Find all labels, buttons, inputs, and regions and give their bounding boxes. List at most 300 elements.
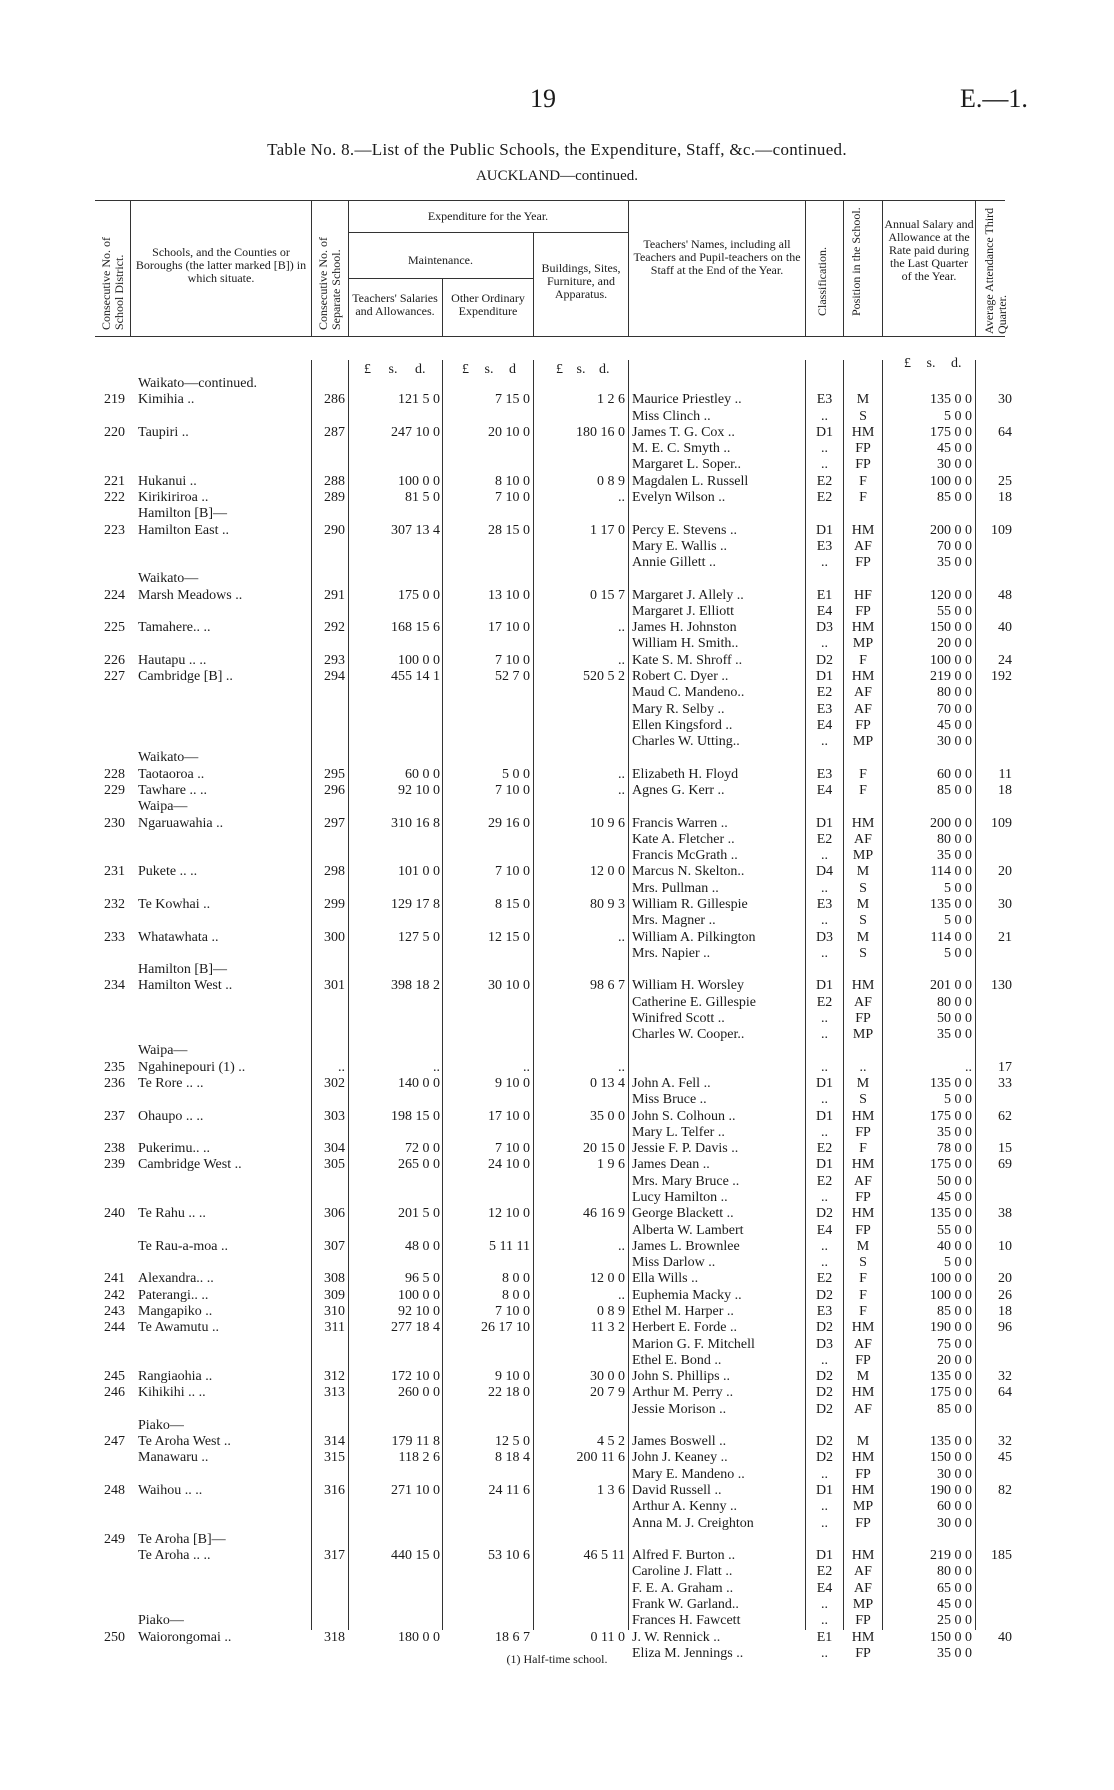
col-sep-7 (805, 200, 806, 336)
cell-att: 185 (991, 1548, 1012, 1564)
cell-oth: 7 10 0 (495, 1303, 530, 1319)
cell-ann: 190 0 0 (930, 1320, 972, 1336)
cell-ann: 114 0 0 (930, 929, 972, 945)
cell-teacher: Euphemia Macky .. (632, 1287, 742, 1303)
cell-pos: F (859, 489, 867, 505)
cell-pos: AF (854, 701, 872, 717)
cell-ann: 45 0 0 (937, 717, 972, 733)
cell-sal: 118 2 6 (398, 1450, 440, 1466)
cell-pos: AF (854, 685, 872, 701)
cell-ann: 175 0 0 (930, 424, 972, 440)
cell-school: Waihou .. .. (138, 1483, 203, 1499)
cell-cls: .. (821, 848, 828, 864)
cell-sep: 290 (324, 522, 345, 538)
cell-dist: 236 (104, 1076, 125, 1092)
cell-pos: AF (854, 994, 872, 1010)
cell-cls: .. (821, 1027, 828, 1043)
cell-ann: 80 0 0 (937, 685, 972, 701)
cell-ann: 219 0 0 (930, 1548, 972, 1564)
cell-teacher: Alberta W. Lambert (632, 1222, 744, 1238)
cell-cls: .. (821, 1613, 828, 1629)
cell-sep: 317 (324, 1548, 345, 1564)
cell-cls: D2 (815, 1369, 834, 1385)
header-maintenance: Maintenance. (408, 253, 473, 267)
body-sep-8 (882, 360, 883, 1630)
cell-pos: HM (851, 1483, 875, 1499)
cell-dist: 246 (104, 1385, 125, 1401)
cell-bld: .. (618, 620, 625, 636)
cell-school: Tawhare .. .. (138, 783, 207, 798)
cell-pos: S (859, 913, 867, 929)
cell-bld: 0 13 4 (590, 1076, 625, 1092)
cell-dist: 240 (104, 1206, 125, 1222)
cell-pos: F (859, 1287, 867, 1303)
header-buildings: Buildings, Sites, Furniture, and Apparatus. (541, 261, 621, 301)
cell-dist: 245 (104, 1369, 125, 1385)
cell-school: Te Awamutu .. (138, 1320, 219, 1336)
cell-teacher: William H. Smith.. (632, 636, 739, 652)
cell-oth: 17 10 0 (488, 620, 530, 636)
cell-bld: .. (618, 489, 625, 505)
cell-cls: .. (821, 1190, 828, 1205)
cell-cls: .. (821, 1352, 828, 1368)
cell-cls: E2 (816, 994, 833, 1010)
cell-dist: 239 (104, 1157, 125, 1173)
cell-bld: 0 11 0 (590, 1629, 625, 1645)
cell-school: Te Aroha West .. (138, 1434, 231, 1450)
cell-pos: S (859, 945, 867, 961)
cell-sep: 287 (324, 424, 345, 440)
cell-school: Waikato— (138, 750, 199, 766)
cell-bld: 12 0 0 (590, 864, 625, 880)
cell-teacher: James T. G. Cox .. (632, 424, 735, 440)
cell-school: Hamilton [B]— (138, 506, 228, 522)
cell-sep: 302 (324, 1076, 345, 1092)
cell-ann: 45 0 0 (937, 441, 972, 457)
cell-cls: E3 (816, 896, 833, 912)
cell-pos: S (859, 408, 867, 424)
cell-teacher: Mary E. Mandeno .. (632, 1466, 745, 1482)
cell-sal: 100 0 0 (398, 652, 440, 668)
cell-sep: .. (338, 1059, 345, 1075)
cell-att: 11 (998, 766, 1012, 782)
cell-teacher: Kate A. Fletcher .. (632, 831, 735, 847)
cell-pos: HF (854, 587, 872, 603)
cell-sal: 127 5 0 (398, 929, 440, 945)
cell-sal: 100 0 0 (398, 473, 440, 489)
cell-att: 32 (998, 1369, 1012, 1385)
header-teachers: Teachers' Names, including all Teachers and Pupil-teachers on the Staff at the End of the Year. (633, 237, 801, 277)
cell-cls: .. (821, 913, 828, 929)
cell-pos: F (859, 1271, 867, 1287)
cell-pos: HM (851, 424, 875, 440)
cell-sep: 316 (324, 1483, 345, 1499)
cell-school: Hamilton East .. (138, 522, 229, 538)
cell-ann: 135 0 0 (930, 1076, 972, 1092)
cell-sal: 121 5 0 (398, 392, 440, 408)
cell-teacher: William H. Worsley (632, 978, 744, 994)
cell-sal: 175 0 0 (398, 587, 440, 603)
cell-sal: 179 11 8 (391, 1434, 440, 1450)
cell-sep: 293 (324, 652, 345, 668)
cell-pos: F (859, 652, 867, 668)
cell-pos: HM (851, 1108, 875, 1124)
cell-school: Kihikihi .. .. (138, 1385, 206, 1401)
cell-cls: .. (821, 1010, 828, 1026)
cell-ann: 120 0 0 (930, 587, 972, 603)
cell-school: Tamahere.. .. (138, 620, 211, 636)
cell-sep: 311 (324, 1320, 345, 1336)
cell-cls: .. (821, 1499, 828, 1515)
cell-teacher: Ethel E. Bond .. (632, 1352, 722, 1368)
cell-cls: E4 (816, 783, 833, 798)
cell-cls: D3 (815, 1336, 834, 1352)
cell-bld: .. (618, 929, 625, 945)
cell-att: 18 (998, 783, 1012, 798)
cell-sal: 180 0 0 (398, 1629, 440, 1645)
cell-att: 38 (998, 1206, 1012, 1222)
cell-sal: 172 10 0 (391, 1369, 440, 1385)
cell-bld: 11 3 2 (590, 1320, 625, 1336)
cell-cls: E3 (816, 766, 833, 782)
cell-ann: 150 0 0 (930, 620, 972, 636)
cell-teacher: Elizabeth H. Floyd (632, 766, 739, 782)
cell-teacher: Mary E. Wallis .. (632, 538, 728, 554)
cell-pos: M (856, 929, 870, 945)
cell-pos: FP (855, 717, 871, 733)
cell-att: 25 (998, 473, 1012, 489)
cell-sep: 300 (324, 929, 345, 945)
cell-teacher: James Boswell .. (632, 1434, 727, 1450)
body-sep-5 (628, 360, 629, 1630)
expenditure-rule (348, 232, 628, 233)
cell-pos: M (856, 1434, 870, 1450)
cell-school: Rangiaohia .. (138, 1369, 213, 1385)
header-classification: Classification. (815, 247, 829, 316)
cell-ann: 20 0 0 (937, 636, 972, 652)
cell-ann: 60 0 0 (937, 766, 972, 782)
cell-oth: 29 16 0 (488, 815, 530, 831)
cell-cls: D1 (815, 1076, 834, 1092)
cell-teacher: Ella Wills .. (632, 1271, 699, 1287)
cell-pos: HM (851, 815, 875, 831)
cell-teacher: Jessie F. P. Davis .. (632, 1141, 739, 1157)
cell-att: 18 (998, 1303, 1012, 1319)
cell-teacher: Mrs. Mary Bruce .. (632, 1173, 740, 1189)
cell-oth: 7 10 0 (495, 489, 530, 505)
units-other: £ s. d (462, 362, 516, 377)
cell-cls: D2 (815, 1434, 834, 1450)
cell-att: 192 (991, 669, 1012, 685)
cell-ann: 45 0 0 (937, 1190, 972, 1205)
cell-sep: 294 (324, 669, 345, 685)
cell-school: Hukanui .. (138, 473, 197, 489)
cell-ann: 175 0 0 (930, 1157, 972, 1173)
cell-teacher: Evelyn Wilson .. (632, 489, 726, 505)
cell-cls: E3 (816, 1303, 833, 1319)
cell-oth: 5 0 0 (502, 766, 530, 782)
col-sep-4 (442, 278, 443, 336)
units-salaries: £ s. d. (364, 362, 426, 377)
cell-dist: 237 (104, 1108, 125, 1124)
cell-pos: S (859, 1255, 867, 1271)
header-salaries: Teachers' Salaries and Allowances. (352, 291, 438, 318)
cell-cls: E2 (816, 1141, 833, 1157)
cell-sep: 301 (324, 978, 345, 994)
cell-att: 33 (998, 1076, 1012, 1092)
cell-pos: HM (851, 522, 875, 538)
cell-cls: D1 (815, 669, 834, 685)
cell-sep: 295 (324, 766, 345, 782)
cell-teacher: F. E. A. Graham .. (632, 1580, 734, 1596)
cell-teacher: Kate S. M. Shroff .. (632, 652, 743, 668)
cell-teacher: J. W. Rennick .. (632, 1629, 721, 1645)
cell-oth: 8 18 4 (495, 1450, 530, 1466)
cell-teacher: Francis Warren .. (632, 815, 728, 831)
cell-sal: 201 5 0 (398, 1206, 440, 1222)
cell-teacher: Eliza M. Jennings .. (632, 1645, 744, 1661)
cell-sal: 168 15 6 (391, 620, 440, 636)
cell-teacher: Miss Clinch .. (632, 408, 711, 424)
cell-ann: 35 0 0 (937, 848, 972, 864)
cell-bld: 0 8 9 (597, 1303, 625, 1319)
cell-ann: .. (965, 1059, 972, 1075)
cell-ann: 5 0 0 (944, 880, 972, 896)
cell-cls: .. (821, 1466, 828, 1482)
cell-bld: 20 15 0 (583, 1141, 625, 1157)
cell-ann: 30 0 0 (937, 1515, 972, 1531)
cell-oth: 28 15 0 (488, 522, 530, 538)
cell-sal: 101 0 0 (398, 864, 440, 880)
cell-dist: 228 (104, 766, 125, 782)
cell-teacher: Marcus N. Skelton.. (632, 864, 745, 880)
cell-pos: HM (851, 1206, 875, 1222)
cell-att: 82 (998, 1483, 1012, 1499)
cell-teacher: Percy E. Stevens .. (632, 522, 737, 538)
cell-ann: 80 0 0 (937, 994, 972, 1010)
cell-bld: 30 0 0 (590, 1369, 625, 1385)
cell-pos: AF (854, 538, 872, 554)
cell-oth: 7 10 0 (495, 864, 530, 880)
cell-oth: 7 10 0 (495, 783, 530, 798)
cell-dist: 222 (104, 489, 125, 505)
cell-teacher: Ellen Kingsford .. (632, 717, 733, 733)
cell-pos: MP (852, 848, 874, 864)
cell-bld: 20 7 9 (590, 1385, 625, 1401)
cell-sal: 398 18 2 (391, 978, 440, 994)
cell-pos: AF (854, 1564, 872, 1580)
cell-sep: 288 (324, 473, 345, 489)
cell-pos: FP (855, 1466, 871, 1482)
cell-pos: FP (855, 1124, 871, 1140)
cell-school: Piako— (138, 1613, 184, 1629)
cell-school: Taotaoroa .. (138, 766, 205, 782)
footnote: (1) Half-time school. (506, 1652, 608, 1666)
cell-cls: .. (821, 441, 828, 457)
cell-dist: 219 (104, 392, 125, 408)
cell-school: Alexandra.. .. (138, 1271, 214, 1287)
cell-oth: 13 10 0 (488, 587, 530, 603)
cell-ann: 200 0 0 (930, 815, 972, 831)
cell-pos: FP (855, 1010, 871, 1026)
cell-school: Marsh Meadows .. (138, 587, 243, 603)
cell-bld: 1 3 6 (597, 1483, 625, 1499)
cell-pos: FP (855, 603, 871, 619)
cell-att: 30 (998, 392, 1012, 408)
cell-teacher: Miss Darlow .. (632, 1255, 716, 1271)
cell-pos: HM (851, 978, 875, 994)
cell-sep: 303 (324, 1108, 345, 1124)
cell-cls: .. (821, 945, 828, 961)
cell-sep: 286 (324, 392, 345, 408)
cell-cls: E4 (816, 717, 833, 733)
cell-teacher: Maud C. Mandeno.. (632, 685, 745, 701)
cell-bld: 98 6 7 (590, 978, 625, 994)
cell-teacher: Anna M. J. Creighton (632, 1515, 754, 1531)
cell-cls: D2 (815, 1320, 834, 1336)
cell-bld: 0 8 9 (597, 473, 625, 489)
cell-att: 32 (998, 1434, 1012, 1450)
cell-cls: E2 (816, 831, 833, 847)
cell-ann: 150 0 0 (930, 1450, 972, 1466)
cell-cls: E3 (816, 538, 833, 554)
header-attendance: Average Attendance Third Quarter. (982, 207, 1009, 334)
cell-teacher: Mrs. Pullman .. (632, 880, 719, 896)
cell-sal: 96 5 0 (405, 1271, 440, 1287)
cell-cls: E4 (816, 1580, 833, 1596)
cell-oth: 9 10 0 (495, 1076, 530, 1092)
cell-school: Te Rahu .. .. (138, 1206, 206, 1222)
cell-att: 15 (998, 1141, 1012, 1157)
cell-att: 62 (998, 1108, 1012, 1124)
cell-bld: .. (618, 783, 625, 798)
cell-pos: FP (855, 457, 871, 473)
cell-cls: E3 (816, 701, 833, 717)
maintenance-rule (348, 278, 533, 279)
cell-teacher: James Dean .. (632, 1157, 710, 1173)
cell-sal: 247 10 0 (391, 424, 440, 440)
cell-teacher: James H. Johnston (632, 620, 737, 636)
cell-school: Waipa— (138, 799, 188, 815)
cell-sep: 298 (324, 864, 345, 880)
cell-teacher: Margaret J. Allely .. (632, 587, 744, 603)
cell-ann: 75 0 0 (937, 1336, 972, 1352)
cell-pos: MP (852, 734, 874, 750)
body-sep-3 (442, 360, 443, 1630)
cell-ann: 5 0 0 (944, 1092, 972, 1108)
col-sep-5 (533, 232, 534, 336)
cell-ann: 190 0 0 (930, 1483, 972, 1499)
cell-dist: 221 (104, 473, 125, 489)
cell-att: 17 (998, 1059, 1012, 1075)
cell-bld: 1 17 0 (590, 522, 625, 538)
cell-ann: 40 0 0 (937, 1238, 972, 1254)
cell-cls: .. (821, 880, 828, 896)
cell-cls: E4 (816, 603, 833, 619)
cell-att: 69 (998, 1157, 1012, 1173)
cell-cls: .. (821, 1124, 828, 1140)
cell-dist: 229 (104, 783, 125, 798)
cell-sal: 307 13 4 (391, 522, 440, 538)
cell-ann: 114 0 0 (930, 864, 972, 880)
cell-oth: 12 15 0 (488, 929, 530, 945)
cell-teacher: Charles W. Cooper.. (632, 1027, 745, 1043)
cell-sep: 306 (324, 1206, 345, 1222)
cell-oth: 30 10 0 (488, 978, 530, 994)
cell-att: 45 (998, 1450, 1012, 1466)
cell-school: Cambridge West .. (138, 1157, 242, 1173)
cell-sal: 92 10 0 (398, 1303, 440, 1319)
cell-school: Hamilton West .. (138, 978, 233, 994)
cell-teacher: Frances H. Fawcett (632, 1613, 741, 1629)
cell-cls: .. (821, 1597, 828, 1612)
cell-school: Te Aroha [B]— (138, 1531, 226, 1547)
cell-ann: 100 0 0 (930, 473, 972, 489)
cell-teacher: Margaret L. Soper.. (632, 457, 741, 473)
cell-dist: 226 (104, 652, 125, 668)
cell-cls: D1 (815, 522, 834, 538)
cell-oth: 53 10 6 (488, 1548, 530, 1564)
cell-pos: FP (855, 1515, 871, 1531)
cell-pos: MP (852, 1597, 874, 1612)
cell-oth: 7 10 0 (495, 652, 530, 668)
cell-att: 30 (998, 896, 1012, 912)
cell-att: 18 (998, 489, 1012, 505)
cell-school: Whatawhata .. (138, 929, 219, 945)
cell-cls: E2 (816, 1271, 833, 1287)
cell-school: Te Aroha .. .. (138, 1548, 211, 1564)
cell-teacher: Ethel M. Harper .. (632, 1303, 734, 1319)
cell-teacher: John S. Phillips .. (632, 1369, 731, 1385)
cell-cls: D1 (815, 1483, 834, 1499)
cell-bld: .. (618, 766, 625, 782)
cell-cls: D2 (815, 652, 834, 668)
cell-teacher: Frank W. Garland.. (632, 1597, 739, 1612)
cell-cls: D1 (815, 424, 834, 440)
cell-oth: 8 10 0 (495, 473, 530, 489)
cell-cls: D1 (815, 1157, 834, 1173)
cell-pos: .. (859, 1059, 867, 1075)
cell-cls: D1 (815, 815, 834, 831)
cell-cls: .. (821, 1645, 828, 1661)
col-sep-2 (311, 200, 312, 336)
cell-sep: 292 (324, 620, 345, 636)
cell-pos: F (859, 473, 867, 489)
cell-att: 40 (998, 1629, 1012, 1645)
cell-ann: 20 0 0 (937, 1352, 972, 1368)
cell-oth: 22 18 0 (488, 1385, 530, 1401)
cell-ann: 150 0 0 (930, 1629, 972, 1645)
cell-ann: 35 0 0 (937, 555, 972, 571)
cell-ann: 85 0 0 (937, 1303, 972, 1319)
cell-dist: 250 (104, 1629, 125, 1645)
cell-pos: MP (852, 1027, 874, 1043)
cell-bld: 35 0 0 (590, 1108, 625, 1124)
cell-dist: 224 (104, 587, 125, 603)
cell-cls: D2 (815, 1385, 834, 1401)
cell-school: Paterangi.. .. (138, 1287, 209, 1303)
cell-sep: 318 (324, 1629, 345, 1645)
cell-cls: .. (821, 734, 828, 750)
cell-bld: .. (618, 1238, 625, 1254)
cell-sal: 100 0 0 (398, 1287, 440, 1303)
cell-pos: F (859, 1141, 867, 1157)
cell-pos: M (856, 1369, 870, 1385)
col-sep-1 (130, 200, 131, 336)
cell-sal: 265 0 0 (398, 1157, 440, 1173)
cell-sep: 310 (324, 1303, 345, 1319)
cell-school: Waiorongomai .. (138, 1629, 232, 1645)
